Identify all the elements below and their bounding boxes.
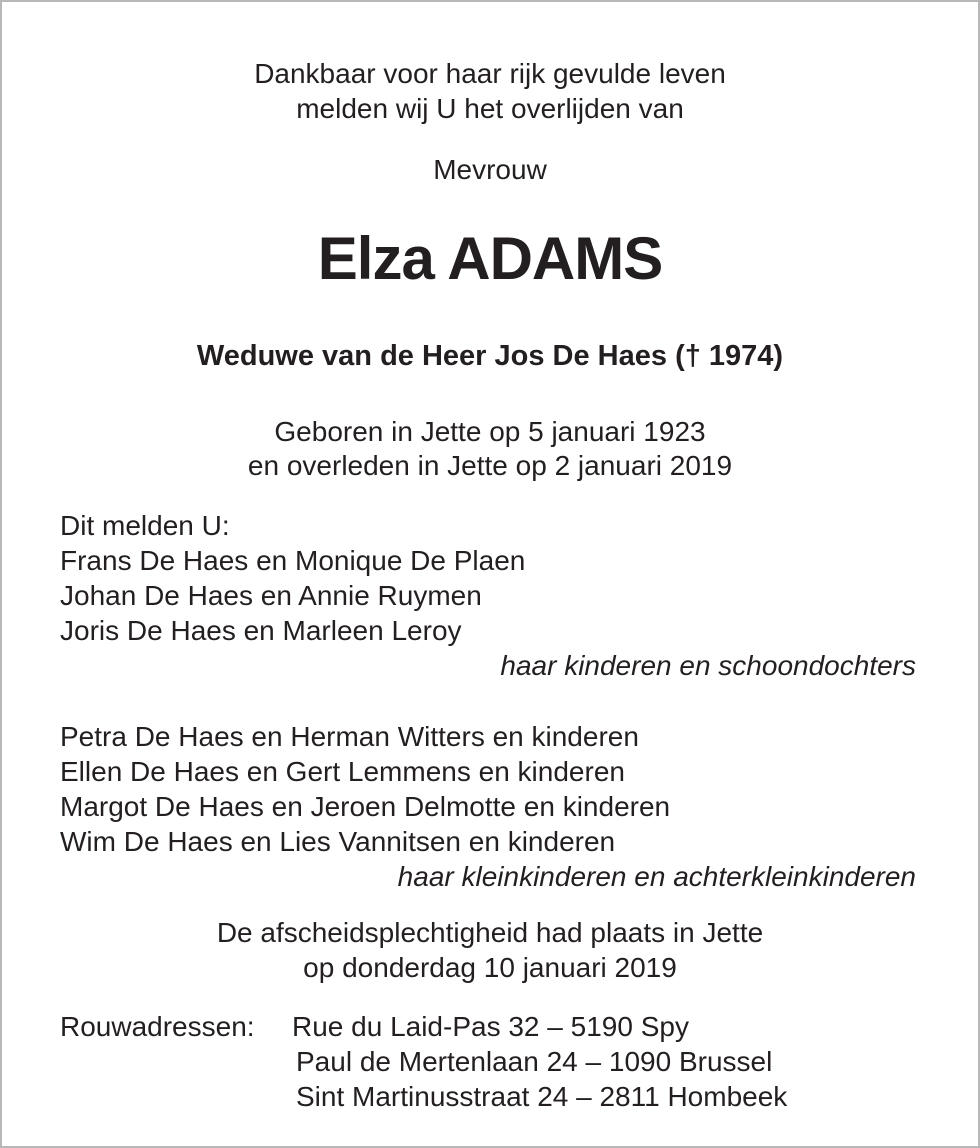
ceremony-line-1: De afscheidsplechtigheid had plaats in Jette	[216, 917, 764, 948]
children-label: haar kinderen en schoondochters	[500, 650, 916, 681]
list-item: Frans De Haes en Monique De Plaen	[60, 545, 526, 576]
deceased-name: Elza ADAMS	[317, 225, 663, 292]
announcers-heading: Dit melden U:	[60, 510, 230, 541]
salutation: Mevrouw	[433, 154, 547, 185]
birth-line: Geboren in Jette op 5 januari 1923	[274, 416, 706, 447]
list-item: Wim De Haes en Lies Vannitsen en kinderen	[60, 826, 616, 857]
ceremony-line-2: op donderdag 10 januari 2019	[303, 952, 677, 983]
address-line: Sint Martinusstraat 24 – 2811 Hombeek	[296, 1081, 788, 1112]
list-item: Joris De Haes en Marleen Leroy	[60, 615, 462, 646]
intro-line-2: melden wij U het overlijden van	[296, 93, 684, 124]
grandchildren-label: haar kleinkinderen en achterkleinkinderen	[397, 861, 916, 892]
death-line: en overleden in Jette op 2 januari 2019	[247, 450, 733, 481]
list-item: Ellen De Haes en Gert Lemmens en kinderen	[60, 756, 625, 787]
list-item: Johan De Haes en Annie Ruymen	[60, 580, 482, 611]
address-line: Rue du Laid-Pas 32 – 5190 Spy	[292, 1011, 689, 1042]
addresses-label: Rouwadressen:	[60, 1011, 255, 1042]
widow-of-line: Weduwe van de Heer Jos De Haes († 1974)	[196, 340, 784, 372]
address-line: Paul de Mertenlaan 24 – 1090 Brussel	[296, 1046, 773, 1077]
intro-line-1: Dankbaar voor haar rijk gevulde leven	[254, 58, 726, 89]
list-item: Petra De Haes en Herman Witters en kinderen	[60, 721, 639, 752]
list-item: Margot De Haes en Jeroen Delmotte en kinderen	[60, 791, 671, 822]
